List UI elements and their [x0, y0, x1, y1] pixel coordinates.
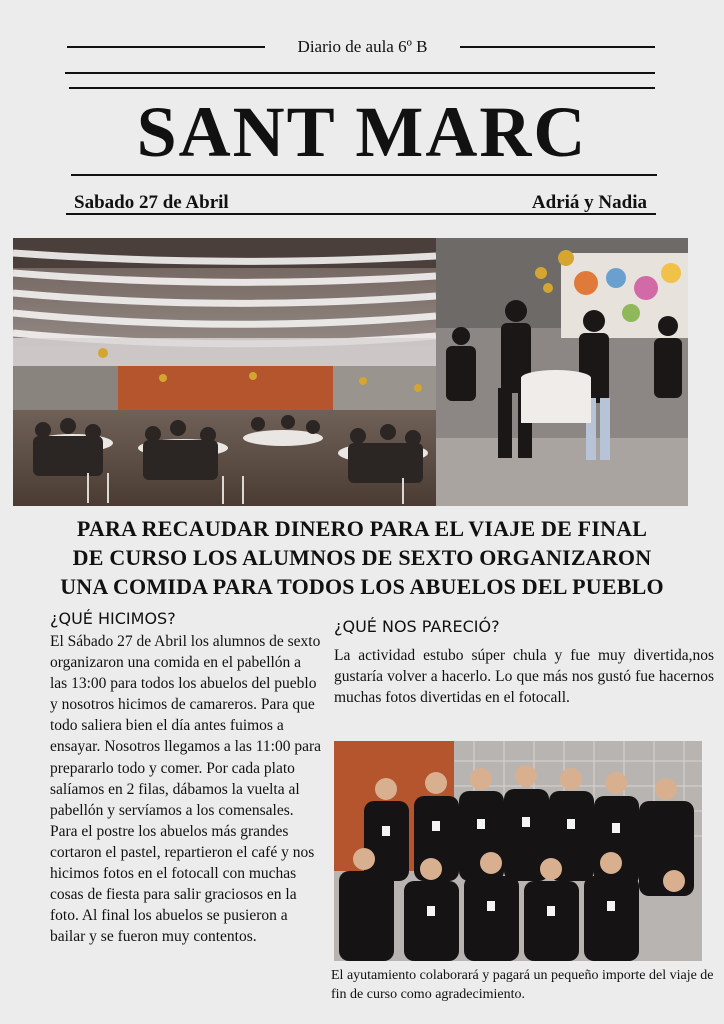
- newspaper-subtitle: Diario de aula 6º B: [265, 37, 460, 57]
- banquet-hall-illustration: [13, 238, 436, 506]
- section-title-what-we-did: ¿QUÉ HICIMOS?: [50, 609, 176, 628]
- rule-3: [69, 87, 655, 89]
- section-body-what-we-did: El Sábado 27 de Abril los alumnos de sexto organizaron una comida en el pabellón a las 13:00 para todos los abuelos del pueblo y nosotros hicimos de camareros. Para que todo saliera bien el día antes fuimos a ensayar. Nosotros llegamos a las 11:00 para prepararlo todo y comer. Por cada plato salíamos en 2 filas, dábamos la vuelta al pabellón y servíamos a los comensales. Para el postre los abuelos más grandes cortaron el pastel, repartieron el café y nos hicimos fotos en el fotocall con muchas cosas de fiesta para salir graciosos en la foto. Al final los abuelos se pusieron a bailar y se fueron muy contentos.: [50, 633, 322, 946]
- rule-2: [65, 72, 655, 74]
- students-serving-illustration: [436, 238, 688, 506]
- top-rule-left: [67, 46, 267, 48]
- group-photo: [334, 741, 702, 961]
- section-title-what-we-thought: ¿QUÉ NOS PARECIÓ?: [334, 617, 500, 636]
- newspaper-title: SANT MARC: [136, 92, 588, 172]
- photo-caption: El ayutamiento colaborará y pagará un pequeño importe del viaje de fin de curso como agradecimiento.: [331, 968, 714, 1002]
- banquet-hall-photo: [13, 238, 436, 506]
- main-headline: PARA RECAUDAR DINERO PARA EL VIAJE DE FINAL DE CURSO LOS ALUMNOS DE SEXTO ORGANIZARON UNA COMIDA PARA TODOS LOS ABUELOS DEL PUEBLO: [60, 516, 664, 599]
- rule-under-dateline: [66, 213, 656, 215]
- issue-date: Sabado 27 de Abril: [74, 192, 229, 213]
- authors: Adriá y Nadia: [531, 192, 647, 213]
- group-photo-illustration: [334, 741, 702, 961]
- students-serving-photo: [436, 238, 688, 506]
- rule-under-title: [71, 174, 657, 176]
- top-rule-right: [457, 46, 655, 48]
- section-body-what-we-thought: La actividad estubo súper chula y fue muy divertida,nos gustaría volver a hacerlo. Lo que más nos gustó fue hacernos muchas fotos divertidas en el fotocall.: [334, 647, 714, 706]
